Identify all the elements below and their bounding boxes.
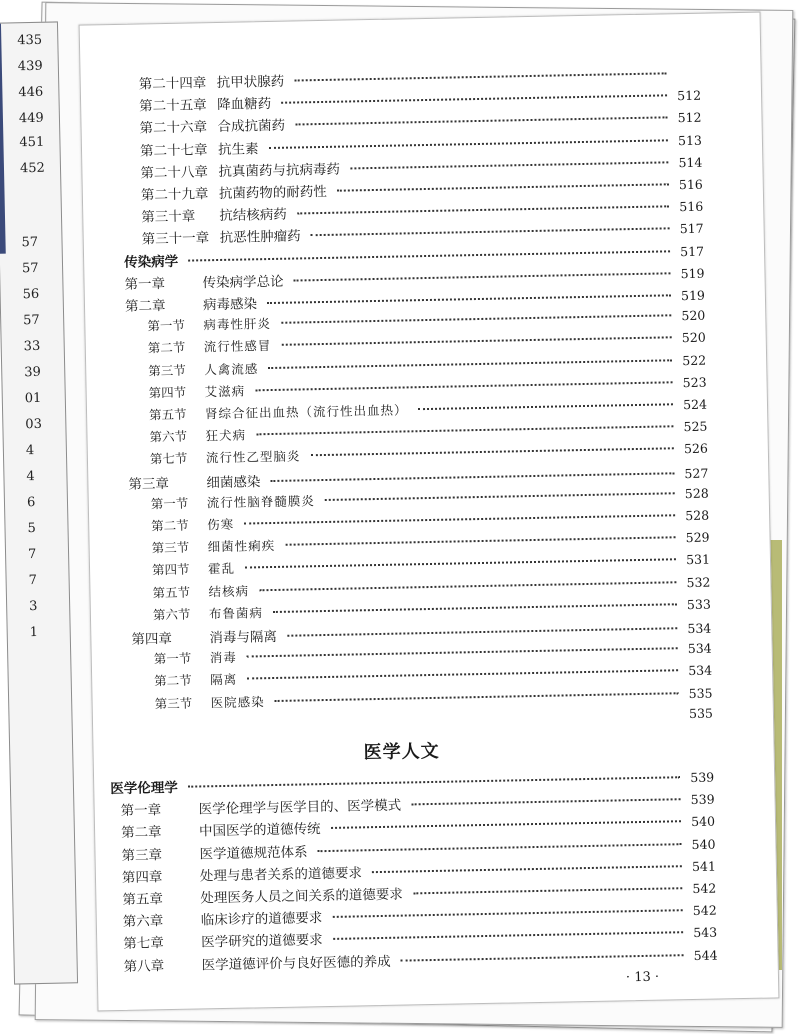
toc-entry-number: 第六节	[149, 428, 188, 445]
underlying-page-number: 435	[17, 32, 43, 49]
toc-entry-number: 第三章	[128, 475, 170, 493]
toc-entry-page: 517	[679, 221, 704, 237]
toc-entry-title: 传染病学	[124, 253, 179, 271]
underlying-page-number: 451	[19, 134, 45, 151]
toc-entry-title: 抗真菌药与抗病毒药	[218, 161, 341, 180]
toc-entry-number: 第三十一章	[141, 230, 210, 248]
underlying-page-number: 4	[25, 443, 35, 459]
toc-entry-page: 539	[690, 791, 715, 808]
toc-entry-title: 降血糖药	[217, 96, 272, 114]
toc-entry-title: 消毒与隔离	[209, 628, 278, 647]
toc-entry-page: 535	[688, 705, 714, 721]
toc-entry-number: 第二十六章	[139, 119, 208, 137]
toc-entry-page: 514	[678, 154, 703, 170]
toc-entry-title: 医院感染	[210, 693, 265, 710]
toc-dot-leader	[244, 514, 675, 524]
toc-dot-leader	[317, 843, 681, 852]
toc-entry-page: 528	[684, 485, 709, 501]
toc-entry-number: 第八章	[123, 957, 165, 975]
toc-entry-title: 艾滋病	[204, 383, 246, 400]
toc-entry-page: 543	[693, 924, 718, 941]
toc-entry-number: 第二节	[154, 672, 192, 689]
toc-entry-number: 第二十四章	[138, 75, 207, 93]
underlying-page-number: 33	[23, 338, 41, 355]
toc-entry-page: 516	[679, 198, 704, 215]
toc-entry-number: 第一章	[120, 802, 162, 820]
toc-dot-leader	[331, 821, 681, 830]
toc-entry-title: 医学伦理学与医学目的、医学模式	[198, 797, 402, 818]
toc-entry-number: 第五节	[152, 584, 191, 600]
toc-entry-number: 第六节	[152, 606, 191, 623]
toc-dot-leader	[310, 448, 673, 457]
page-folio: · 13 ·	[625, 969, 660, 986]
toc-entry-page: 534	[687, 640, 712, 657]
toc-entry-number: 第一节	[153, 650, 192, 667]
toc-dot-leader	[281, 95, 667, 104]
underlying-page-number: 4	[26, 469, 35, 485]
toc-entry-title: 人禽流感	[204, 360, 259, 377]
underlying-page-number: 3	[29, 598, 38, 615]
toc-dot-leader	[325, 492, 675, 501]
toc-entry-page: 529	[685, 529, 710, 546]
toc-entry-page: 520	[681, 330, 706, 346]
toc-entry-title: 中国医学的道德传统	[198, 821, 321, 840]
toc-entry-number: 第二章	[120, 824, 162, 842]
toc-entry-page: 525	[683, 418, 708, 435]
underlying-page-number: 39	[24, 364, 41, 381]
underlying-page-number: 449	[18, 110, 44, 127]
toc-entry-title: 结核病	[208, 583, 250, 599]
underlying-page-number: 57	[21, 234, 39, 251]
toc-entry-title: 隔离	[210, 672, 238, 688]
toc-dot-leader	[332, 909, 682, 918]
toc-entry-page: 540	[691, 836, 716, 852]
toc-entry-number: 第三十章	[141, 208, 196, 226]
underlying-page-number: 446	[18, 84, 44, 101]
toc-dot-leader	[259, 581, 676, 591]
underlying-page-number: 452	[19, 160, 45, 177]
toc-entry-title: 细菌性痢疾	[207, 538, 276, 555]
toc-entry-page: 541	[691, 858, 716, 874]
toc-entry-page: 524	[682, 396, 708, 413]
toc-entry-title: 抗恶性肿瘤药	[219, 228, 301, 247]
toc-entry-number: 第四章	[131, 630, 173, 648]
toc-entry-title: 医学道德评价与良好医德的养成	[201, 953, 391, 974]
toc-dot-leader	[418, 403, 673, 410]
toc-dot-leader	[287, 627, 677, 636]
toc-entry-page: 528	[685, 507, 710, 524]
toc-entry-title: 临床诊疗的道德要求	[200, 910, 323, 929]
toc-entry-page: 516	[678, 176, 703, 193]
toc-entry-number: 第二十八章	[140, 163, 209, 182]
toc-entry-title: 病毒感染	[202, 296, 258, 314]
toc-entry-number: 第二十九章	[140, 186, 209, 204]
underlying-page-number: 57	[21, 260, 39, 277]
toc-entry-title: 医学道德规范体系	[199, 843, 308, 863]
toc-entry-title: 细菌感染	[206, 473, 261, 491]
toc-entry-title: 流行性感冒	[203, 338, 272, 355]
toc-entry-page: 540	[691, 813, 716, 830]
toc-entry-title: 霍乱	[207, 561, 236, 577]
toc-entry-title: 布鲁菌病	[208, 605, 264, 622]
toc-entry-title: 流行性脑脊髓膜炎	[206, 492, 315, 511]
toc-entry-page: 519	[680, 265, 705, 281]
toc-dot-leader	[401, 954, 684, 961]
toc-entry-number: 第二十七章	[139, 141, 208, 160]
toc-entry-number: 第四节	[148, 384, 187, 401]
toc-dot-leader	[294, 72, 666, 81]
toc-entry-number: 第二章	[124, 298, 166, 315]
toc-entry-number: 第三章	[121, 846, 163, 864]
toc-entry-number: 第四章	[121, 868, 163, 886]
toc-dot-leader	[188, 250, 670, 261]
toc-entry-number: 第一章	[124, 275, 166, 293]
toc-entry-title: 医学研究的道德要求	[201, 932, 323, 951]
toc-dot-leader	[372, 865, 682, 873]
toc-entry-number: 第一节	[147, 317, 186, 334]
section-heading: 医学人文	[363, 740, 440, 764]
toc-entry-page: 531	[685, 552, 711, 568]
toc-dot-leader	[281, 337, 671, 346]
underlying-page-number: 439	[17, 58, 43, 75]
toc-entry-title: 肾综合征出血热（流行性出血热）	[204, 402, 408, 422]
toc-entry-title: 医学伦理学	[110, 779, 178, 798]
toc-entry-page: 532	[686, 574, 711, 590]
toc-entry-number: 第二十五章	[139, 97, 207, 115]
toc-entry-title: 病毒性肝炎	[203, 316, 272, 333]
toc-dot-leader	[245, 559, 676, 569]
toc-dot-leader	[281, 315, 671, 324]
underlying-page-number: 7	[28, 572, 38, 589]
toc-dot-leader	[413, 887, 682, 894]
toc-dot-leader	[268, 139, 667, 149]
toc-entry-page: 539	[690, 769, 715, 786]
toc-entry-number: 第七节	[149, 451, 188, 467]
toc-entry-page: 512	[677, 110, 702, 126]
toc-entry-title: 传染病学总论	[202, 273, 284, 292]
toc-entry-page: 527	[684, 465, 709, 481]
toc-entry-page: 535	[688, 685, 713, 701]
toc-entry-title: 狂犬病	[205, 427, 247, 444]
toc-dot-leader	[247, 670, 678, 680]
toc-entry-number: 第五节	[148, 406, 187, 423]
underlying-page-number: 56	[22, 286, 40, 303]
toc-dot-leader	[294, 272, 671, 281]
toc-page	[79, 12, 780, 1012]
toc-entry-page: 512	[677, 87, 702, 104]
toc-entry-number: 第二节	[151, 517, 189, 534]
toc-entry-number: 第六章	[122, 913, 164, 931]
toc-entry-title: 处理与患者关系的道德要求	[199, 865, 363, 885]
toc-entry-title: 处理医务人员之间关系的道德要求	[200, 886, 404, 907]
toc-entry-page: 523	[682, 374, 707, 390]
underlying-page-number: 03	[25, 416, 43, 433]
underlying-page-dark-edge	[0, 24, 6, 254]
toc-entry-title: 抗甲状腺药	[216, 73, 285, 91]
underlying-page-number: 1	[29, 624, 39, 641]
toc-dot-leader	[295, 117, 667, 126]
toc-entry-title: 流行性乙型脑炎	[205, 448, 301, 466]
toc-entry-page	[673, 78, 701, 79]
toc-dot-leader	[273, 603, 677, 613]
toc-dot-leader	[333, 932, 683, 941]
toc-entry-number: 第三节	[148, 362, 186, 378]
toc-dot-leader	[350, 161, 668, 169]
toc-dot-leader	[337, 183, 669, 191]
toc-entry-number: 第三节	[154, 695, 193, 711]
toc-entry-page: 520	[681, 307, 706, 324]
toc-dot-leader	[297, 206, 669, 215]
toc-entry-number: 第四节	[151, 561, 190, 578]
toc-entry-page: 534	[688, 662, 713, 679]
toc-dot-leader	[267, 294, 671, 304]
toc-entry-page: 526	[683, 441, 708, 457]
toc-entry-title: 抗生素	[217, 140, 259, 158]
toc-entry-page: 544	[693, 947, 718, 963]
underlying-page-number: 01	[24, 390, 42, 407]
toc-dot-leader	[270, 472, 674, 482]
toc-entry-page: 519	[680, 287, 706, 304]
toc-entry-title: 抗菌药物的耐药性	[218, 183, 327, 202]
toc-entry-number: 第一节	[150, 495, 189, 512]
toc-entry-page: 542	[692, 902, 717, 919]
toc-entry-title: 伤寒	[207, 516, 235, 533]
toc-entry-page: 513	[677, 132, 703, 148]
underlying-page-number: 6	[26, 495, 36, 511]
toc-entry-page: 542	[692, 880, 717, 897]
underlying-page-number: 57	[23, 312, 40, 329]
toc-dot-leader	[311, 228, 670, 237]
underlying-page-number: 7	[27, 547, 37, 563]
toc-entry-page: 517	[680, 243, 705, 259]
toc-entry-page: 534	[687, 620, 712, 637]
toc-dot-leader	[256, 425, 673, 435]
toc-entry-number: 第五章	[122, 891, 164, 908]
toc-entry-page: 533	[686, 596, 711, 612]
toc-dot-leader	[255, 381, 672, 391]
toc-dot-leader	[188, 776, 680, 787]
toc-entry-title: 抗结核病药	[219, 206, 287, 225]
toc-entry-number: 第三节	[151, 539, 190, 556]
toc-dot-leader	[268, 359, 672, 369]
toc-dot-leader	[411, 798, 680, 805]
toc-entry-number: 第七章	[123, 935, 164, 953]
toc-entry-title: 消毒	[209, 649, 237, 666]
toc-dot-leader	[285, 536, 675, 545]
toc-dot-leader	[275, 692, 679, 702]
toc-entry-title: 合成抗菌药	[217, 118, 286, 136]
toc-entry-page: 522	[682, 352, 707, 368]
toc-entry-number: 第二节	[147, 340, 186, 356]
toc-dot-leader	[247, 647, 678, 657]
underlying-page-number: 5	[27, 521, 36, 537]
